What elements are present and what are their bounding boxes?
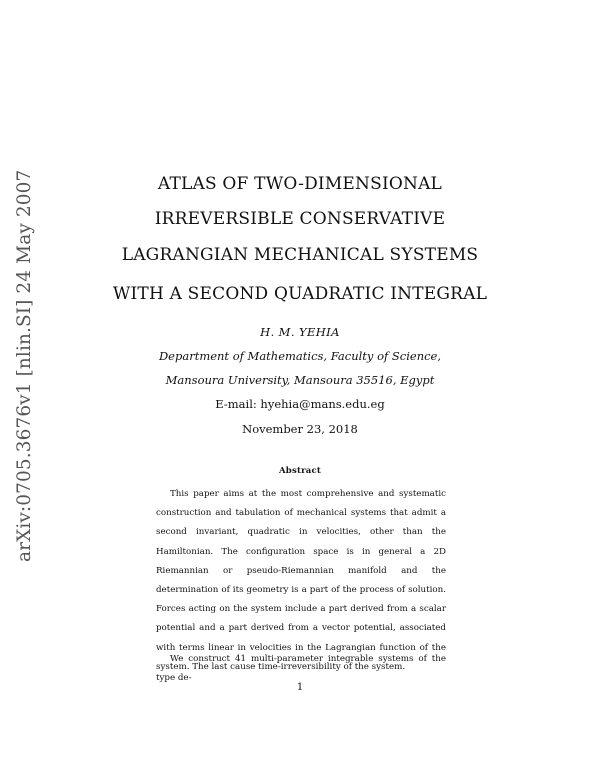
title-line-4: WITH A SECOND QUADRATIC INTEGRAL: [112, 284, 488, 304]
paper-date: November 23, 2018: [242, 422, 358, 436]
affiliation-department: Department of Mathematics, Faculty of Science,: [158, 349, 442, 363]
page-number: 1: [296, 682, 304, 693]
title-line-3: LAGRANGIAN MECHANICAL SYSTEMS: [121, 245, 479, 265]
abstract-paragraph-1: This paper aims at the most comprehensive and systematic construction and tabulation of mechanical systems that admit a second invariant, quadratic in velocities, other than the Hamiltonian. The configuration space is in general a 2D Riemannian or pseudo-Riemannian manifold and the determination of its geometry is a part of the process of solution. Forces acting on the system include a part derived from a scalar potential and a part derived from a vector potential, associated with terms linear in velocities in the Lagrangian function of the system. The last cause time-irreversibility of the system.: [156, 489, 446, 672]
author-email: E-mail: hyehia@mans.edu.eg: [215, 397, 385, 411]
author-name: H. M. YEHIA: [260, 325, 340, 339]
title-line-1: ATLAS OF TWO-DIMENSIONAL: [157, 174, 443, 194]
arxiv-identifier: arXiv:0705.3676v1 [nlin.SI] 24 May 2007: [14, 169, 35, 562]
affiliation-university: Mansoura University, Mansoura 35516, Egypt: [165, 373, 435, 387]
abstract-paragraph-2: We construct 41 multi-parameter integrable systems of the type de-: [156, 654, 446, 684]
abstract-heading: Abstract: [279, 466, 321, 476]
title-line-2: IRREVERSIBLE CONSERVATIVE: [154, 209, 446, 229]
